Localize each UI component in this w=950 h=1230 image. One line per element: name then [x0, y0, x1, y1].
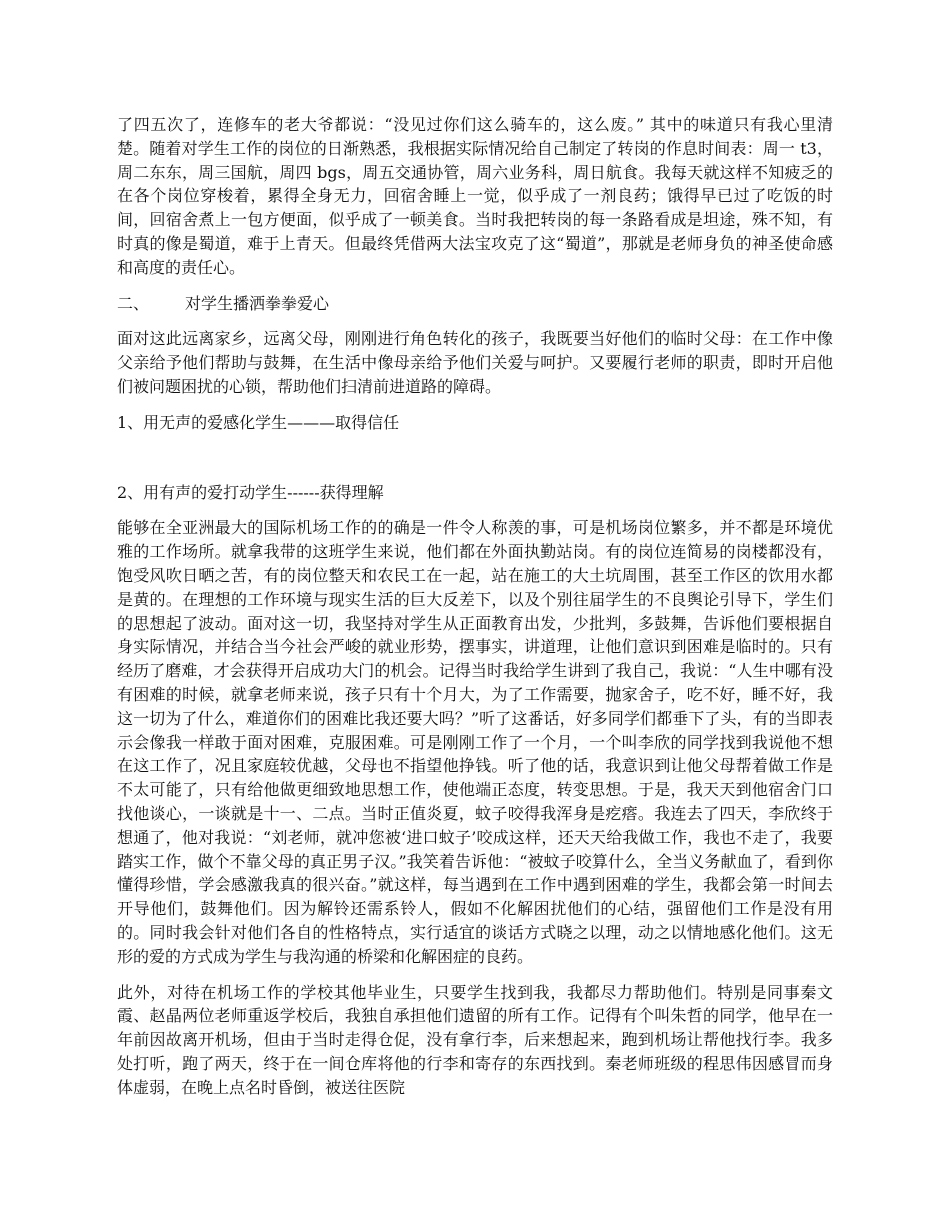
spacer	[117, 399, 833, 411]
paragraph-bicycle-rotation: 了四五次了，连修车的老大爷都说：“没见过你们这么骑车的，这么废。” 其中的味道只有我心里清楚。随着对学生工作的岗位的日渐熟悉，我根据实际情况给自己制定了转岗的作息时间表：周一 t3，周二东东，周三国航，周四 bgs，周五交通协管，周六业务科，周日航食。我每天就这样不知疲乏的在各个岗位穿梭着，累得全身无力，回宿舍睡上一觉，似乎成了一剂良药；饿得早已过了吃饭的时间，回宿舍煮上一包方便面，似乎成了一顿美食。当时我把转岗的每一条路看成是坦途，殊不知，有时真的像是蜀道，难于上青天。但最终凭借两大法宝攻克了这“蜀道”，那就是老师身负的神圣使命感和高度的责任心。	[117, 115, 833, 277]
subheading-silent-love: 1、用无声的爱感化学生———取得信任	[117, 412, 400, 432]
section-title: 对学生播洒拳拳爱心	[185, 293, 330, 313]
paragraph-helping-graduates: 此外，对待在机场工作的学校其他毕业生，只要学生找到我，我都尽力帮助他们。特别是同事秦文霞、赵晶两位老师重返学校后，我独自承担他们遗留的所有工作。记得有个叫朱哲的同学，他早在一年前因故离开机场，但由于当时走得仓促，没有拿行李，后来想起来，跑到机场让帮他找行李。我多处打听，跑了两天，终于在一间仓库将他的行李和寄存的东西找到。秦老师班级的程思伟因感冒而身体虚弱，在晚上点名时昏倒，被送往医院	[117, 982, 833, 1097]
spacer	[117, 504, 833, 516]
paragraph-temporary-parents: 面对这此远离家乡，远离父母，刚刚进行角色转化的孩子，我既要当好他们的临时父母：在工作中像父亲给予他们帮助与鼓舞，在生活中像母亲给予他们关爱与呵护。又要履行老师的职责，即时开启他们被问题困扰的心锁，帮助他们扫清前进道路的障碍。	[117, 329, 833, 396]
spacer	[117, 315, 833, 327]
paragraph-airport-work: 能够在全亚洲最大的国际机场工作的的确是一件令人称羡的事，可是机场岗位繁多，并不都是环境优雅的工作场所。就拿我带的这班学生来说，他们都在外面执勤站岗。有的岗位连简易的岗楼都没有，饱受风吹日晒之苦，有的岗位整天和农民工在一起，站在施工的大土坑周围，甚至工作区的饮用水都是黄的。在理想的工作环境与现实生活的巨大反差下，以及个别往届学生的不良舆论引导下，学生们的思想起了波动。面对这一切，我坚持对学生从正面教育出发，少批判，多鼓舞，告诉他们要根据自身实际情况，并结合当今社会严峻的就业形势，摆事实，讲道理，让他们意识到困难是临时的。只有经历了磨难，才会获得开启成功大门的机会。记得当时我给学生讲到了我自己，我说：“人生中哪有没有困难的时候，就拿老师来说，孩子只有十个月大，为了工作需要，抛家舍子，吃不好，睡不好，我这一切为了什么，难道你们的困难比我还要大吗？”听了这番话，好多同学们都垂下了头，有的当即表示会像我一样敢于面对困难，克服困难。可是刚刚工作了一个月，一个叫李欣的同学找到我说他不想在这工作了，况且家庭较优越，父母也不指望他挣钱。听了他的话，我意识到让他父母帮着做工作是不太可能了，只有给他做更细致地思想工作，使他端正态度，转变思想。于是，我天天到他宿舍门口找他谈心，一谈就是十一、二点。当时正值炎夏，蚊子咬得我浑身是疙瘩。我连去了四天，李欣终于想通了，他对我说：“刘老师，就冲您被‘进口蚊子’咬成这样，还天天给我做工作，我也不走了，我要踏实工作，做个不靠父母的真正男子汉。”我笑着告诉他：“被蚊子咬算什么，全当义务献血了，看到你懂得珍惜，学会感激我真的很兴奋。”就这样，每当遇到在工作中遇到困难的学生，我都会第一时间去开导他们，鼓舞他们。因为解铃还需系铃人，假如不化解困扰他们的心结，强留他们工作是没有用的。同时我会针对他们各自的性格特点，实行适宜的谈话方式晓之以理，动之以情地感化他们。这无形的爱的方式成为学生与我沟通的桥梁和化解困症的良药。	[117, 518, 833, 966]
spacer	[117, 969, 833, 981]
spacer	[117, 280, 833, 292]
section-heading-two	[117, 292, 833, 316]
subheading-spoken-love: 2、用有声的爱打动学生------获得理解	[117, 482, 384, 502]
document-body	[117, 113, 833, 1099]
spacer	[117, 435, 833, 481]
section-number: 二、	[117, 293, 150, 313]
